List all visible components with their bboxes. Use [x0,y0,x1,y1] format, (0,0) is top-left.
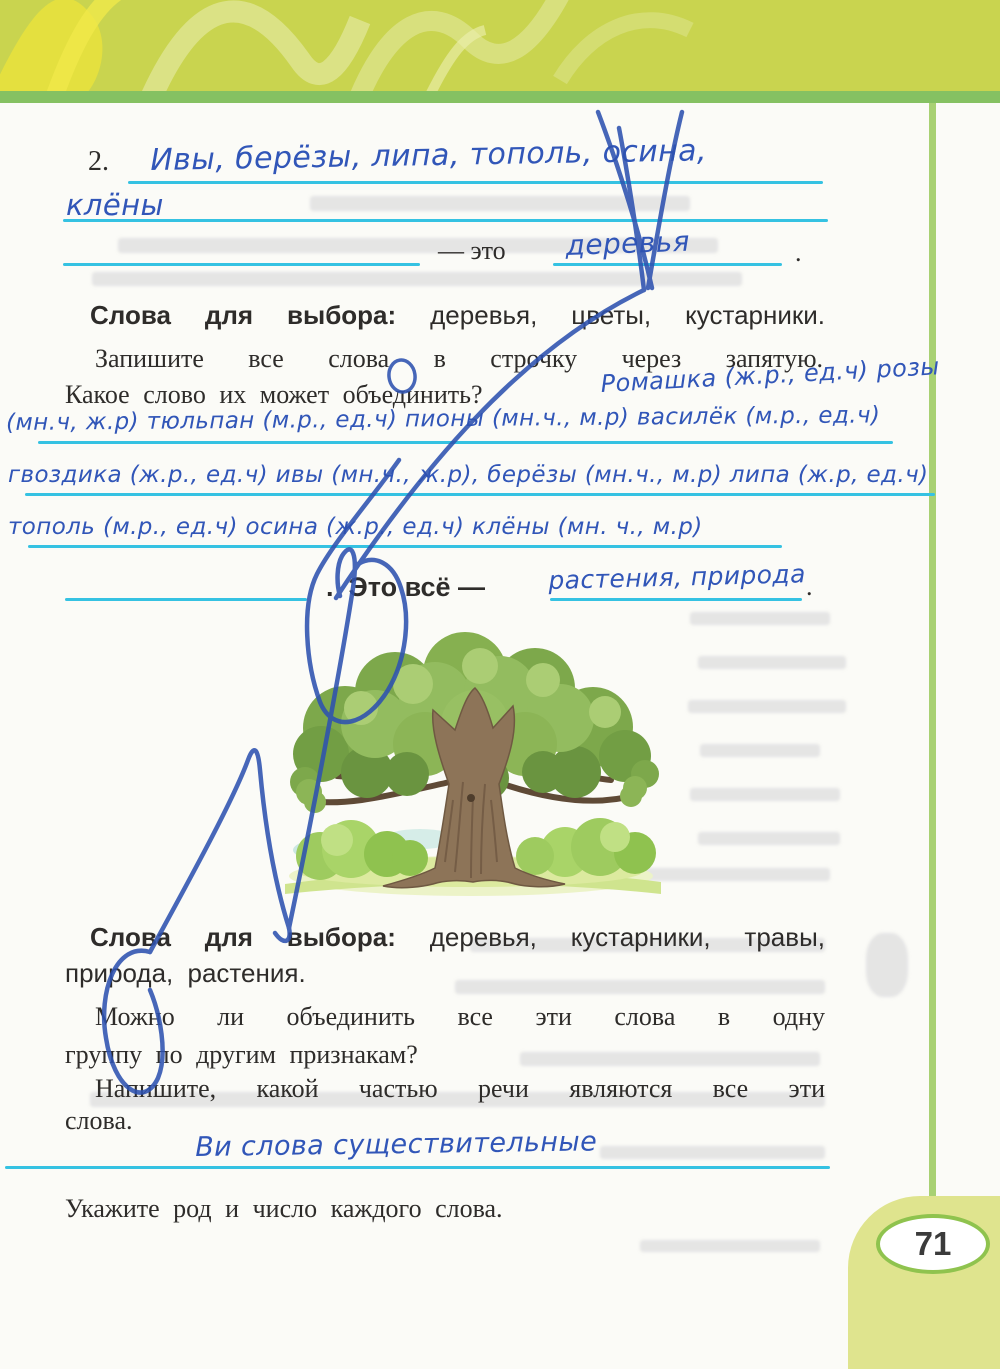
writing-line [5,1166,830,1169]
eto-vse-prefix: . [326,572,334,602]
bleed-through [698,832,840,845]
handwriting-eto-answer: деревья [565,224,691,262]
bleed-through [688,700,846,713]
writing-line [25,493,935,496]
writing-line [553,263,782,266]
task3-line1: Напишите, какой частью речи являются все эти [95,1074,825,1103]
handwriting-row-0: Ромашка (ж.р., ед.ч) розы [600,352,941,398]
handwriting-row-1: (мн.ч, ж.р) тюльпан (м.р., ед.ч) пионы (мн.ч., м.р) василёк (м.р., ед.ч) [6,402,881,436]
bleed-through [92,272,742,286]
bleed-through [520,1052,820,1066]
writing-line [38,441,893,444]
exercise-number: 2. [88,146,109,177]
writing-line [63,219,828,222]
handwriting-eto-vse-answer: растения, природа [548,559,807,595]
writing-line [63,263,420,266]
words-for-choice-label: Слова для выбора: [90,922,396,952]
task3-line2: слова. [65,1106,133,1135]
oak-tree-illustration [275,632,670,900]
words-for-choice-2-line1 [90,922,825,953]
writing-line [128,181,823,184]
bleed-through [455,980,825,994]
top-decorative-band [0,0,1000,91]
words-for-choice-words: деревья, кустарники, травы, [429,922,825,952]
page-number-oval [876,1214,990,1274]
bleed-through [310,196,690,211]
bleed-through [690,788,840,801]
bleed-through [866,933,908,997]
bleed-through [690,612,830,625]
task1-line2: Какое слово их может объединить? [65,380,483,409]
right-margin-line [929,103,936,1215]
task2-line2: группу по другим признакам? [65,1040,418,1069]
handwriting-word-list-1: Ивы, берёзы, липа, тополь, осина, [150,133,708,178]
bleed-through [698,656,846,669]
words-for-choice-words: деревья, цветы, кустарники. [430,300,826,330]
bleed-through [600,1146,825,1159]
band-swirl-art [0,0,1000,91]
task4-text: Укажите род и число каждого слова. [65,1194,503,1223]
writing-line [28,545,782,548]
task1-line1: Запишите все слова в строчку через запятую. [95,344,823,373]
handwriting-row-2: гвоздика (ж.р., ед.ч) ивы (мн.ч., ж.р), берёзы (мн.ч., м.р) липа (ж.р, ед.ч) [8,462,929,488]
words-for-choice-1 [90,300,825,331]
bleed-through [700,744,820,757]
eto-vse-text: Это всё — [348,572,486,602]
words-for-choice-label: Слова для выбора: [90,300,397,330]
handwriting-answer: Ви слова существительные [195,1126,598,1163]
printed-eto-label: — это [438,236,506,265]
task2-line1: Можно ли объединить все эти слова в одну [95,1002,825,1031]
handwriting-row-3: тополь (м.р., ед.ч) осина (ж.р., ед.ч) клёны (мн. ч., м.р) [8,514,703,540]
writing-line [65,598,307,601]
writing-line [550,598,802,601]
words-for-choice-2-line2: природа, растения. [65,958,306,988]
period-mark: . [806,572,813,601]
period-mark: . [795,238,802,267]
eto-vse-label [326,572,485,603]
bleed-through [640,1240,820,1252]
handwriting-word-list-2: клёны [66,188,164,222]
band-green-stripe [0,91,1000,103]
page-number: 71 [914,1225,952,1262]
